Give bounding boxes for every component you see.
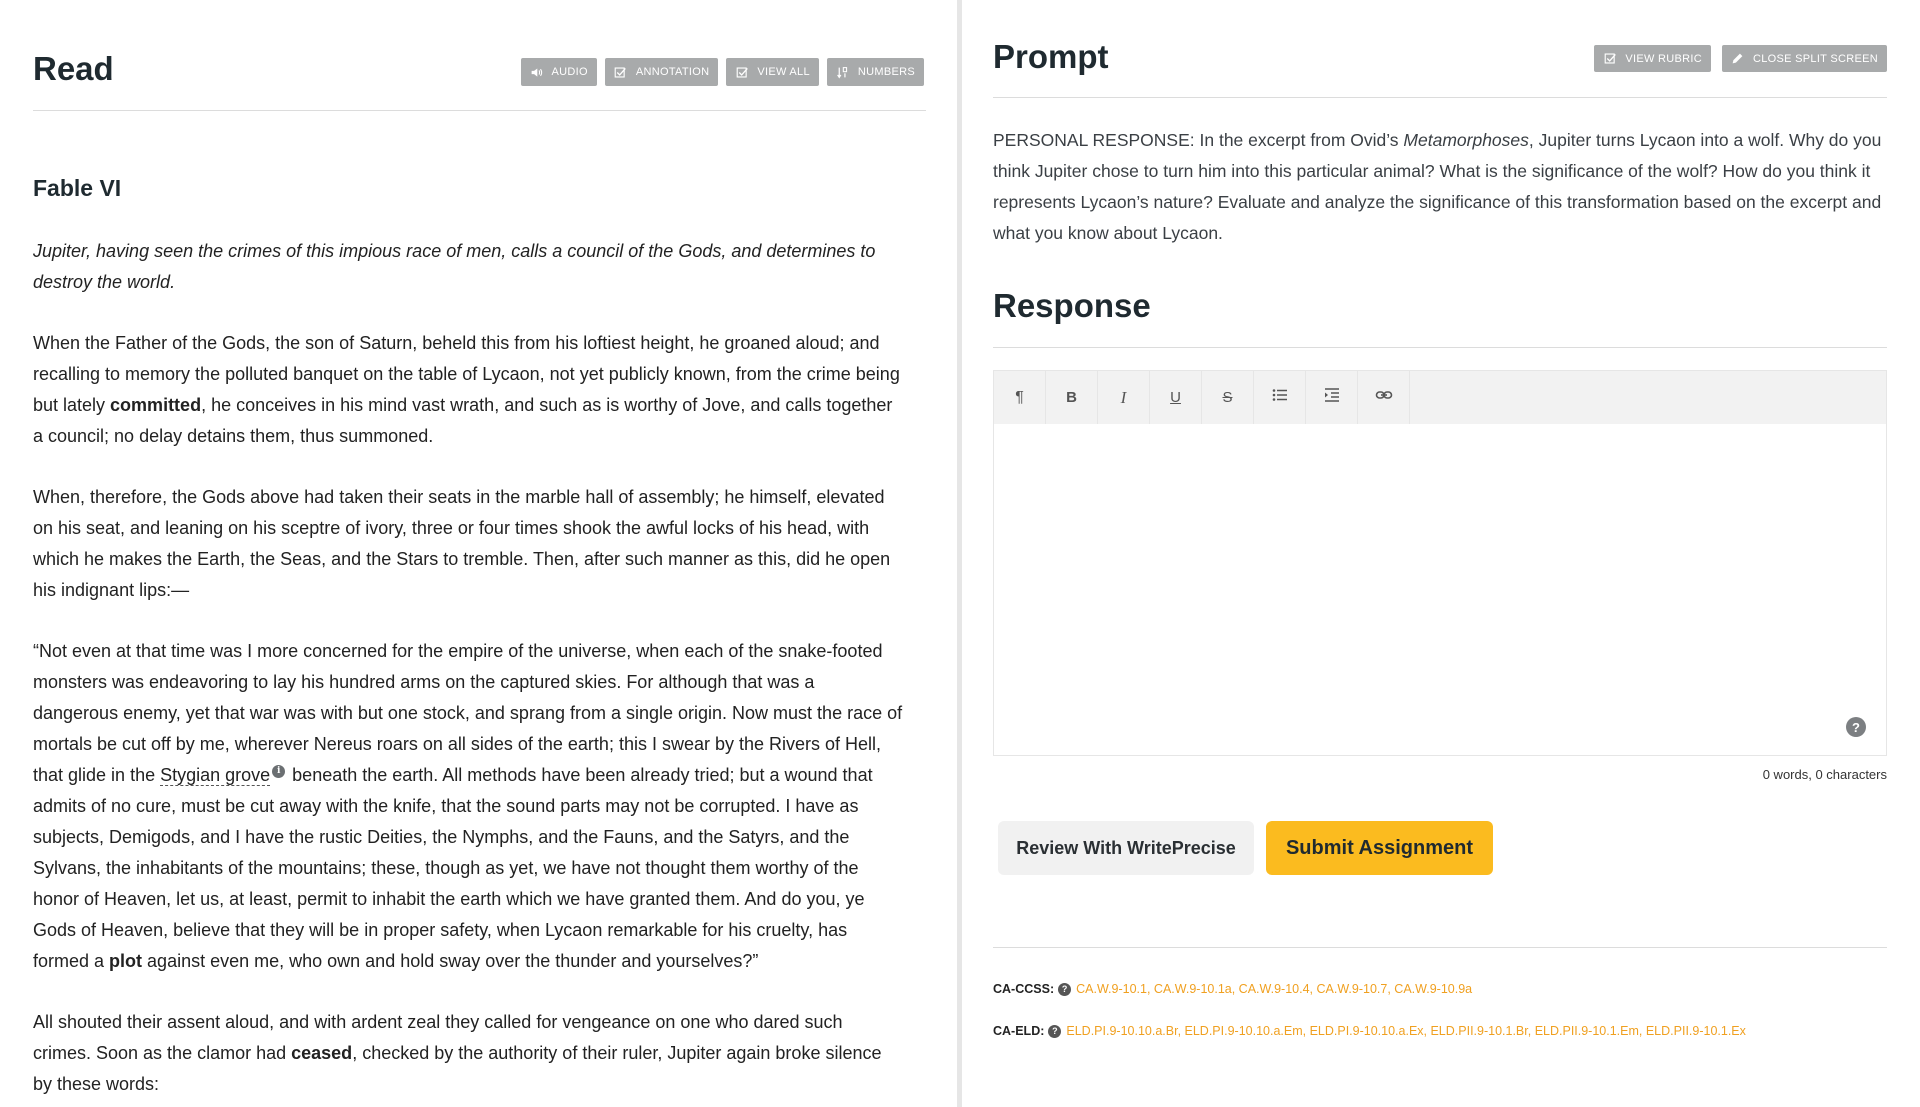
paragraph-format-button[interactable]: ¶ — [994, 371, 1046, 424]
italic-button[interactable]: I — [1098, 371, 1150, 424]
read-toolbar — [521, 58, 924, 86]
paragraph-4 — [33, 1007, 903, 1100]
prompt-divider — [993, 97, 1887, 98]
paragraph-1 — [33, 328, 903, 452]
standards-divider — [993, 947, 1887, 948]
vocab-plot[interactable]: plot — [109, 951, 143, 971]
pencil-icon — [1731, 52, 1745, 66]
eld-standards — [993, 1024, 1746, 1038]
annotation-label: ANNOTATION — [635, 66, 710, 78]
checkbox-icon — [614, 65, 628, 79]
view-rubric-button[interactable] — [1594, 45, 1711, 72]
submit-assignment-button[interactable]: Submit Assignment — [1266, 821, 1493, 875]
help-icon[interactable]: ? — [1846, 717, 1866, 737]
view-all-button[interactable] — [726, 58, 819, 86]
link-button[interactable] — [1358, 371, 1410, 424]
response-textarea[interactable] — [994, 424, 1886, 755]
paragraph-2: When, therefore, the Gods above had taken their seats in the marble hall of assembly; he himself, elevated on his seat, and leaning on his sceptre of ivory, three or four times shook the awful locks of his head, with which he makes the Earth, the Seas, and the Stars to tremble. Then, after such manner as this, did he open his indignant lips:— — [33, 487, 891, 600]
paragraph-3-text-c: against even me, who own and hold sway over the thunder and yourselves?” — [142, 951, 759, 971]
paragraph-1-text-b: , he conceives in his mind vast wrath, and such as is worthy of Jove, and calls together a council; no delay detains them, thus summoned. — [33, 395, 893, 446]
fable-intro: Jupiter, having seen the crimes of this impious race of men, calls a council of the Gods, and determines to destroy the world. — [33, 241, 876, 292]
speaker-icon — [530, 65, 544, 79]
ccss-standards — [993, 982, 1472, 996]
audio-button[interactable] — [521, 58, 597, 86]
indent-icon — [1323, 386, 1341, 409]
strikethrough-button[interactable]: S — [1202, 371, 1254, 424]
paragraph-3-text-b: beneath the earth. All methods have been already tried; but a wound that admits of no cure, must be cut away with the knife, that the sound parts may not be corrupted. I have as subjects, Demigods, and I have the rustic Deities, the Nymphs, and the Fauns, and the Satyrs, and the Sylvans, the inhabitants of the mountains; these, though as yet, we have not thought them worthy of the honor of Heaven, let us, at least, permit to inhabit the earth which we have granted them. And do you, ye Gods of Heaven, believe that they will be in proper safety, when Lycaon remarkable for his cruelty, has formed a — [33, 765, 873, 971]
read-pane — [0, 0, 957, 1107]
prompt-text-b: , Jupiter turns Lycaon into a wolf. Why do you think Jupiter chose to turn him into this particular animal? What is the significance of the wolf? How do you think it represents Lycaon’s nature? Evaluate and analyze the significance of this transformation based on the excerpt and what you know about Lycaon. — [993, 130, 1882, 243]
review-writeprecise-button[interactable]: Review With WritePrecise — [998, 821, 1254, 875]
fable-heading: Fable VI — [33, 175, 122, 201]
bulleted-list-button[interactable] — [1254, 371, 1306, 424]
reading-text — [33, 170, 903, 1107]
ccss-codes[interactable]: CA.W.9-10.1, CA.W.9-10.1a, CA.W.9-10.4, CA.W.9-10.7, CA.W.9-10.9a — [1076, 982, 1473, 996]
response-editor — [993, 370, 1887, 756]
paragraph-4-text-a: All shouted their assent aloud, and with ardent zeal they called for vengeance on one who dared such crimes. Soon as the clamor had — [33, 1012, 843, 1063]
ccss-label: CA-CCSS: — [993, 982, 1055, 996]
editor-toolbar — [994, 371, 1886, 424]
prompt-toolbar — [1594, 45, 1887, 72]
vocab-committed[interactable]: committed — [110, 395, 202, 415]
prompt-text-title: Metamorphoses — [1403, 130, 1529, 150]
view-all-label: VIEW ALL — [757, 66, 810, 78]
annotation-button[interactable] — [605, 58, 718, 86]
paragraph-4-text-b: , checked by the authority of their ruler, Jupiter again broke silence by these words: — [33, 1043, 882, 1094]
close-split-screen-label: CLOSE SPLIT SCREEN — [1752, 52, 1878, 65]
response-divider — [993, 347, 1887, 348]
paragraph-3-text-a: “Not even at that time was I more concerned for the empire of the universe, when each of the snake-footed monsters was endeavoring to lay his hundred arms on the captured skies. For although that was a dangerous enemy, yet that war was with but one stock, and sprang from a single origin. Now must the race of mortals be cut off by me, wherever Nereus roars on all sides of the earth; this I swear by the Rivers of Hell, that glide in the — [33, 641, 903, 785]
numbers-button[interactable] — [827, 58, 924, 86]
prompt-title: Prompt — [993, 38, 1109, 75]
indent-button[interactable] — [1306, 371, 1358, 424]
bold-button[interactable]: B — [1046, 371, 1098, 424]
eld-label: CA-ELD: — [993, 1024, 1045, 1038]
audio-label: AUDIO — [551, 66, 588, 78]
read-title: Read — [33, 50, 114, 87]
checkbox-icon — [1603, 52, 1617, 66]
response-title: Response — [993, 287, 1151, 324]
view-rubric-label: VIEW RUBRIC — [1625, 52, 1702, 65]
info-icon[interactable]: i — [272, 765, 285, 778]
paragraph-1-text-a: When the Father of the Gods, the son of Saturn, beheld this from his loftiest height, he groaned aloud; and recalling to memory the polluted banquet on the table of Lycaon, not yet publicly known, from the crime being but lately — [33, 333, 900, 415]
help-icon[interactable]: ? — [1048, 1025, 1061, 1038]
link-icon — [1375, 386, 1393, 409]
gloss-stygian-grove[interactable]: Stygian grove — [160, 765, 271, 785]
help-icon[interactable]: ? — [1058, 983, 1071, 996]
prompt-text — [993, 125, 1883, 249]
underline-button[interactable]: U — [1150, 371, 1202, 424]
vocab-ceased[interactable]: ceased — [291, 1043, 353, 1063]
numbers-label: NUMBERS — [857, 66, 915, 78]
close-split-screen-button[interactable] — [1722, 45, 1887, 72]
prompt-text-a: PERSONAL RESPONSE: In the excerpt from Ovid’s — [993, 130, 1404, 150]
checkbox-icon — [735, 65, 749, 79]
eld-codes[interactable]: ELD.PI.9-10.10.a.Br, ELD.PI.9-10.10.a.Em, ELD.PI.9-10.10.a.Ex, ELD.PII.9-10.1.Br, ELD.PII.9-10.1.Em, ELD.PII.9-10.1.Ex — [1066, 1024, 1746, 1038]
read-divider — [33, 110, 926, 111]
word-counter: 0 words, 0 characters — [1762, 767, 1887, 782]
paragraph-3 — [33, 636, 903, 977]
prompt-pane — [962, 0, 1920, 1107]
numbers-icon — [836, 65, 850, 79]
bulleted-list-icon — [1271, 386, 1289, 409]
